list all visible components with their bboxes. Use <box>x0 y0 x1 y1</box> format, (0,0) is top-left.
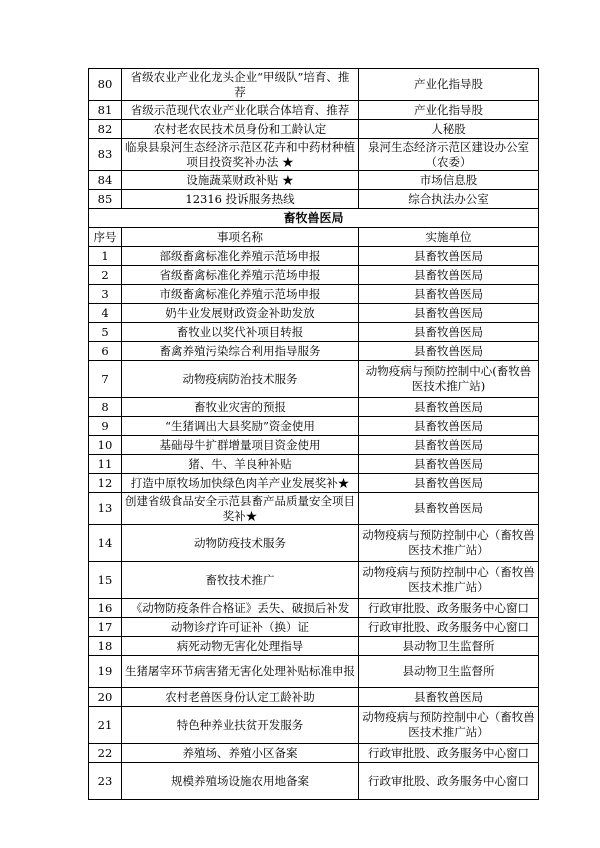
implementing-unit: 综合执法办公室 <box>359 190 539 209</box>
implementing-unit: 县畜牧兽医局 <box>359 688 539 707</box>
table-row <box>89 744 539 763</box>
section-title: 畜牧兽医局 <box>89 209 539 228</box>
item-name: 创建省级食品安全示范县畜产品质量安全项目奖补★ <box>122 493 359 525</box>
row-number: 3 <box>89 285 122 304</box>
table-row <box>89 474 539 493</box>
item-name: 规模养殖场设施农用地备案 <box>122 763 359 800</box>
item-name: 动物防疫技术服务 <box>122 525 359 562</box>
implementing-unit: 行政审批股、政务服务中心窗口 <box>359 618 539 637</box>
table-row <box>89 101 539 120</box>
item-name: 设施蔬菜财政补贴 ★ <box>122 171 359 190</box>
table-row <box>89 190 539 209</box>
table-row <box>89 247 539 266</box>
item-name: 12316 投诉服务热线 <box>122 190 359 209</box>
implementing-unit: 行政审批股、政务服务中心窗口 <box>359 763 539 800</box>
row-number: 4 <box>89 304 122 323</box>
item-name: 特色种养业扶贫开发服务 <box>122 707 359 744</box>
table-row <box>89 304 539 323</box>
row-number: 81 <box>89 101 122 120</box>
row-number: 18 <box>89 637 122 656</box>
table-row <box>89 285 539 304</box>
implementing-unit: 县畜牧兽医局 <box>359 455 539 474</box>
table-row <box>89 707 539 744</box>
item-name: 病死动物无害化处理指导 <box>122 637 359 656</box>
row-number: 12 <box>89 474 122 493</box>
implementing-unit: 动物疫病与预防控制中心（畜牧兽医技术推广站） <box>359 562 539 599</box>
item-name: 农村老兽医身份认定工龄补助 <box>122 688 359 707</box>
implementing-unit: 县畜牧兽医局 <box>359 342 539 361</box>
row-number: 2 <box>89 266 122 285</box>
row-number: 84 <box>89 171 122 190</box>
table-row <box>89 398 539 417</box>
row-number: 6 <box>89 342 122 361</box>
row-number: 20 <box>89 688 122 707</box>
table-row <box>89 323 539 342</box>
row-number: 10 <box>89 436 122 455</box>
item-name: 畜禽养殖污染综合利用指导服务 <box>122 342 359 361</box>
row-number: 85 <box>89 190 122 209</box>
item-name: 临泉县泉河生态经济示范区花卉和中药材种植项目投资奖补办法 ★ <box>122 139 359 171</box>
implementing-unit: 产业化指导股 <box>359 101 539 120</box>
implementing-unit: 县畜牧兽医局 <box>359 285 539 304</box>
implementing-unit: 市场信息股 <box>359 171 539 190</box>
item-name: 畜牧业灾害的预报 <box>122 398 359 417</box>
row-number: 14 <box>89 525 122 562</box>
table-row <box>89 656 539 688</box>
row-number: 23 <box>89 763 122 800</box>
implementing-unit: 动物疫病与预防控制中心(畜牧兽医技术推广站) <box>359 361 539 398</box>
implementing-unit: 县畜牧兽医局 <box>359 323 539 342</box>
item-name: 养殖场、养殖小区备案 <box>122 744 359 763</box>
row-number: 82 <box>89 120 122 139</box>
item-name: 动物诊疗许可证补（换）证 <box>122 618 359 637</box>
item-name: 打造中原牧场加快绿色肉羊产业发展奖补★ <box>122 474 359 493</box>
item-name: 基础母牛扩群增量项目资金使用 <box>122 436 359 455</box>
table-row <box>89 69 539 101</box>
implementing-unit: 人秘股 <box>359 120 539 139</box>
row-number: 5 <box>89 323 122 342</box>
implementing-unit: 泉河生态经济示范区建设办公室（农委） <box>359 139 539 171</box>
implementing-unit: 县畜牧兽医局 <box>359 398 539 417</box>
table-row <box>89 455 539 474</box>
row-number: 15 <box>89 562 122 599</box>
header-item-name: 事项名称 <box>122 228 359 247</box>
implementing-unit: 县畜牧兽医局 <box>359 474 539 493</box>
item-name: 部级畜禽标准化养殖示范场申报 <box>122 247 359 266</box>
row-number: 22 <box>89 744 122 763</box>
row-number: 8 <box>89 398 122 417</box>
row-number: 9 <box>89 417 122 436</box>
item-name: 省级示范现代农业产业化联合体培育、推荐 <box>122 101 359 120</box>
header-number: 序号 <box>89 228 122 247</box>
implementing-unit: 动物疫病与预防控制中心（畜牧兽医技术推广站） <box>359 707 539 744</box>
item-name: “生猪调出大县奖励”资金使用 <box>122 417 359 436</box>
table-row <box>89 266 539 285</box>
item-name: 动物疫病防治技术服务 <box>122 361 359 398</box>
implementing-unit: 县畜牧兽医局 <box>359 436 539 455</box>
implementing-unit: 县动物卫生监督所 <box>359 637 539 656</box>
item-name: 奶牛业发展财政资金补助发放 <box>122 304 359 323</box>
implementing-unit: 行政审批股、政务服务中心窗口 <box>359 599 539 618</box>
item-name: 省级畜禽标准化养殖示范场申报 <box>122 266 359 285</box>
implementing-unit: 县畜牧兽医局 <box>359 247 539 266</box>
table-row <box>89 493 539 525</box>
table-row <box>89 599 539 618</box>
implementing-unit: 县畜牧兽医局 <box>359 266 539 285</box>
implementing-unit: 县畜牧兽医局 <box>359 493 539 525</box>
table-row <box>89 139 539 171</box>
row-number: 83 <box>89 139 122 171</box>
table-row <box>89 618 539 637</box>
item-name: 市级畜禽标准化养殖示范场申报 <box>122 285 359 304</box>
item-name: 《动物防疫条件合格证》丢失、破损后补发 <box>122 599 359 618</box>
row-number: 19 <box>89 656 122 688</box>
implementing-unit: 县畜牧兽医局 <box>359 304 539 323</box>
section-title-row <box>89 209 539 228</box>
row-number: 7 <box>89 361 122 398</box>
item-name: 省级农业产业化龙头企业“甲级队”培育、推荐 <box>122 69 359 101</box>
row-number: 21 <box>89 707 122 744</box>
item-name: 农村老农民技术员身份和工龄认定 <box>122 120 359 139</box>
table-row <box>89 120 539 139</box>
table-row <box>89 342 539 361</box>
table-row <box>89 688 539 707</box>
table-row <box>89 525 539 562</box>
row-number: 13 <box>89 493 122 525</box>
header-implementing-unit: 实施单位 <box>359 228 539 247</box>
row-number: 16 <box>89 599 122 618</box>
item-name: 畜牧技术推广 <box>122 562 359 599</box>
implementing-unit: 动物疫病与预防控制中心（畜牧兽医技术推广站） <box>359 525 539 562</box>
table-row <box>89 436 539 455</box>
table-row <box>89 361 539 398</box>
row-number: 11 <box>89 455 122 474</box>
row-number: 17 <box>89 618 122 637</box>
implementing-unit: 县动物卫生监督所 <box>359 656 539 688</box>
service-items-table <box>88 68 539 800</box>
implementing-unit: 产业化指导股 <box>359 69 539 101</box>
item-name: 猪、牛、羊良种补贴 <box>122 455 359 474</box>
table-row <box>89 562 539 599</box>
item-name: 生猪屠宰环节病害猪无害化处理补贴标准申报 <box>122 656 359 688</box>
row-number: 80 <box>89 69 122 101</box>
table-row <box>89 637 539 656</box>
table-header-row <box>89 228 539 247</box>
row-number: 1 <box>89 247 122 266</box>
table-row <box>89 171 539 190</box>
implementing-unit: 行政审批股、政务服务中心窗口 <box>359 744 539 763</box>
table-row <box>89 763 539 800</box>
table-row <box>89 417 539 436</box>
implementing-unit: 县畜牧兽医局 <box>359 417 539 436</box>
item-name: 畜牧业以奖代补项目转报 <box>122 323 359 342</box>
